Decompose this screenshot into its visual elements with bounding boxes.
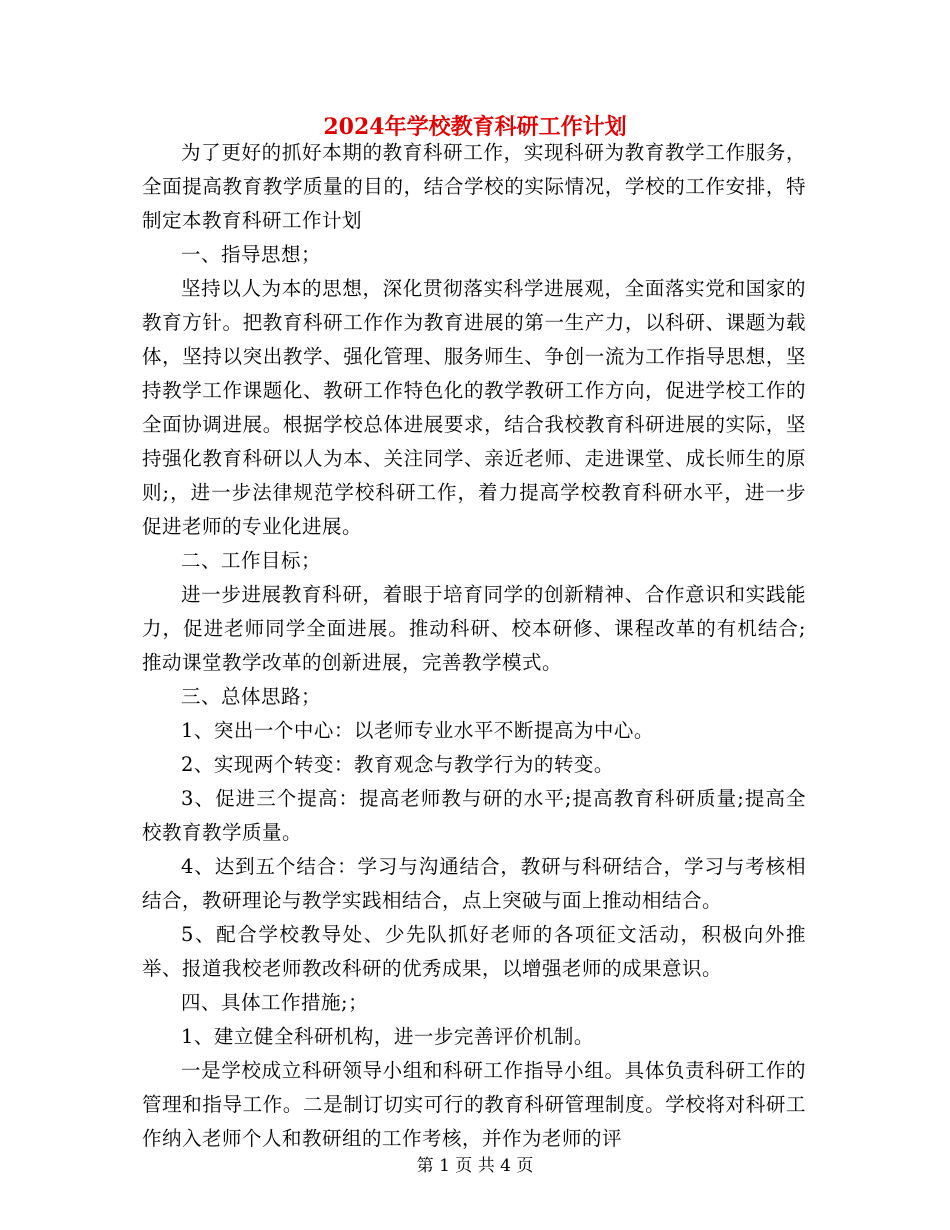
section-heading: 三、总体思路； bbox=[181, 685, 322, 708]
list-item: 1、建立健全科研机构，进一步完善评价机制。 bbox=[181, 1025, 594, 1048]
page-number-footer: 第 1 页 共 4 页 bbox=[416, 1156, 534, 1176]
paragraph: 一是学校成立科研领导小组和科研工作指导小组。具体负责科研工作的管理和指导工作。二是制订切实可行的教育科研管理制度。学校将对科研工作纳入老师个人和教研组的工作考核，并作为老师的评 bbox=[142, 1059, 806, 1150]
section-heading: 二、工作目标； bbox=[181, 549, 322, 572]
section-heading: 一、指导思想； bbox=[181, 243, 322, 266]
list-item: 5、配合学校教导处、少先队抓好老师的各项征文活动，积极向外推举、报道我校老师教改科研的优秀成果，以增强老师的成果意识。 bbox=[142, 923, 806, 980]
paragraph: 坚持以人为本的思想，深化贯彻落实科学进展观，全面落实党和国家的教育方针。把教育科研工作作为教育进展的第一生产力，以科研、课题为载体，坚持以突出教学、强化管理、服务师生、争创一流为工作指导思想，坚持教学工作课题化、教研工作特色化的教学教研工作方向，促进学校工作的全面协调进展。根据学校总体进展要求，结合我校教育科研进展的实际，坚持强化教育科研以人为本、关注同学、亲近老师、走进课堂、成长师生的原则;，进一步法律规范学校科研工作，着力提高学校教育科研水平，进一步促进老师的专业化进展。 bbox=[142, 277, 806, 538]
list-item: 3、促进三个提高：提高老师教与研的水平;提高教育科研质量;提高全校教育教学质量。 bbox=[142, 787, 806, 844]
list-item: 2、实现两个转变：教育观念与教学行为的转变。 bbox=[181, 753, 614, 776]
document-body bbox=[142, 136, 806, 1156]
paragraph: 进一步进展教育科研，着眼于培育同学的创新精神、合作意识和实践能力，促进老师同学全面进展。推动科研、校本研修、课程改革的有机结合;推动课堂教学改革的创新进展，完善教学模式。 bbox=[142, 583, 806, 674]
section-heading: 四、具体工作措施;； bbox=[181, 991, 369, 1014]
paragraph: 为了更好的抓好本期的教育科研工作，实现科研为教育教学工作服务，全面提高教育教学质量的目的，结合学校的实际情况，学校的工作安排，特制定本教育科研工作计划 bbox=[142, 141, 806, 232]
document-title: 2024年学校教育科研工作计划 bbox=[323, 114, 627, 140]
list-item: 1、突出一个中心：以老师专业水平不断提高为中心。 bbox=[181, 719, 654, 742]
list-item: 4、达到五个结合：学习与沟通结合，教研与科研结合，学习与考核相结合，教研理论与教学实践相结合，点上突破与面上推动相结合。 bbox=[142, 855, 806, 912]
